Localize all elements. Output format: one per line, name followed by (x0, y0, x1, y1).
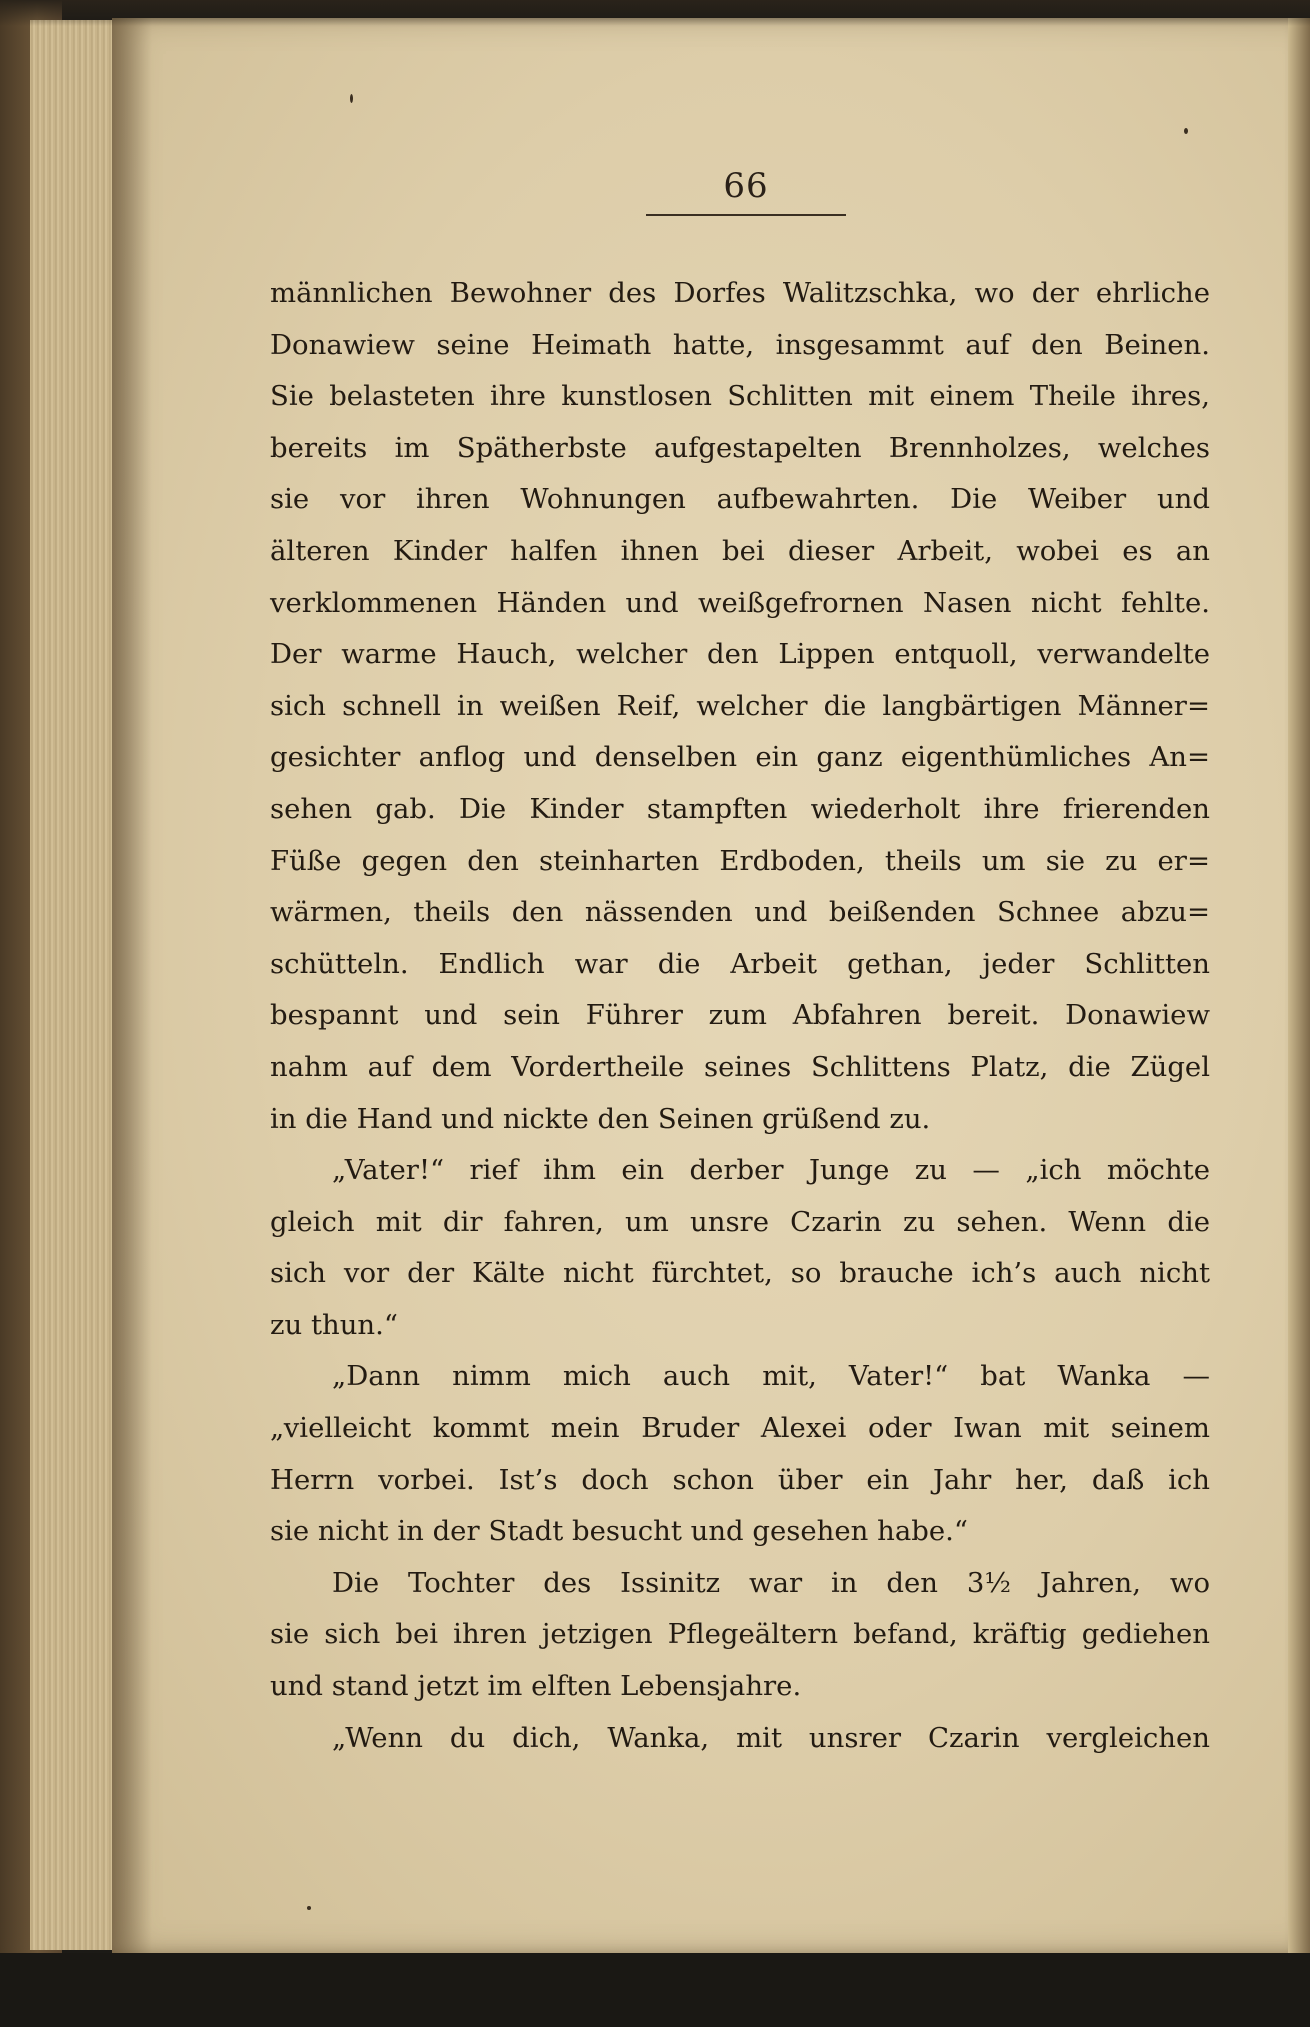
text-line: „Dann nimm mich auch mit, Vater!“ bat Wanka — (332, 1360, 1210, 1393)
text-line: älteren Kinder halfen ihnen bei dieser Arbeit, wobei es an (270, 534, 1210, 567)
text-line: schütteln. Endlich war die Arbeit gethan, jeder Schlitten (270, 947, 1210, 980)
text-line: Füße gegen den steinharten Erdboden, theils um sie zu er= (270, 844, 1210, 877)
page-number: 66 (723, 166, 769, 206)
page-number-rule (646, 214, 846, 216)
text-line: „Vater!“ rief ihm ein derber Junge zu — „ich möchte (332, 1154, 1210, 1187)
text-line: Donawiew seine Heimath hatte, insgesammt auf den Beinen. (270, 328, 1210, 361)
text-line: sich vor der Kälte nicht fürchtet, so brauche ich’s auch nicht (270, 1257, 1210, 1290)
text-line: sehen gab. Die Kinder stampften wiederholt ihre frierenden (270, 792, 1210, 825)
text-line: Der warme Hauch, welcher den Lippen entquoll, verwandelte (270, 638, 1210, 671)
ink-speck (307, 1906, 311, 1910)
page-stack-edges (30, 20, 122, 1950)
top-shadow (0, 0, 1310, 26)
text-line: männlichen Bewohner des Dorfes Walitzschka, wo der ehrliche (270, 277, 1210, 309)
text-line: sie sich bei ihren jetzigen Pflegeältern befand, kräftig gediehen (270, 1618, 1210, 1651)
ink-speck (350, 94, 353, 103)
text-line: und stand jetzt im elften Lebensjahre. (270, 1670, 802, 1703)
text-line: sie nicht in der Stadt besucht und gesehen habe.“ (270, 1515, 968, 1548)
text-line: „Wenn du dich, Wanka, mit unsrer Czarin vergleichen (332, 1721, 1210, 1754)
text-line: bespannt und sein Führer zum Abfahren bereit. Donawiew (270, 999, 1210, 1032)
text-line: Sie belasteten ihre kunstlosen Schlitten mit einem Theile ihres, (270, 380, 1210, 413)
scan-bottom-background (0, 1953, 1310, 2027)
body-text (270, 268, 1210, 1764)
text-line: bereits im Spätherbste aufgestapelten Brennholzes, welches (270, 431, 1210, 464)
text-line: gesichter anflog und denselben ein ganz eigenthümliches An= (270, 741, 1210, 774)
text-line: verklommenen Händen und weißgefrornen Nasen nicht fehlte. (270, 586, 1210, 619)
text-line: in die Hand und nickte den Seinen grüßend zu. (270, 1102, 931, 1135)
text-line: wärmen, theils den nässenden und beißenden Schnee abzu= (270, 896, 1210, 929)
text-line: sie vor ihren Wohnungen aufbewahrten. Die Weiber und (270, 483, 1210, 516)
text-line: gleich mit dir fahren, um unsre Czarin zu sehen. Wenn die (270, 1205, 1210, 1238)
ink-speck (1184, 128, 1188, 134)
text-line: Herrn vorbei. Ist’s doch schon über ein Jahr her, daß ich (270, 1463, 1210, 1496)
page-gutter-shadow (112, 18, 152, 1953)
text-line: nahm auf dem Vordertheile seines Schlittens Platz, die Zügel (270, 1050, 1210, 1083)
text-line: „vielleicht kommt mein Bruder Alexei oder Iwan mit seinem (270, 1412, 1210, 1445)
page-right-edge (1288, 18, 1310, 1953)
text-line: Die Tochter des Issinitz war in den 3½ Jahren, wo (332, 1566, 1210, 1599)
text-line: sich schnell in weißen Reif, welcher die langbärtigen Männer= (270, 689, 1210, 722)
text-line: zu thun.“ (270, 1308, 398, 1341)
